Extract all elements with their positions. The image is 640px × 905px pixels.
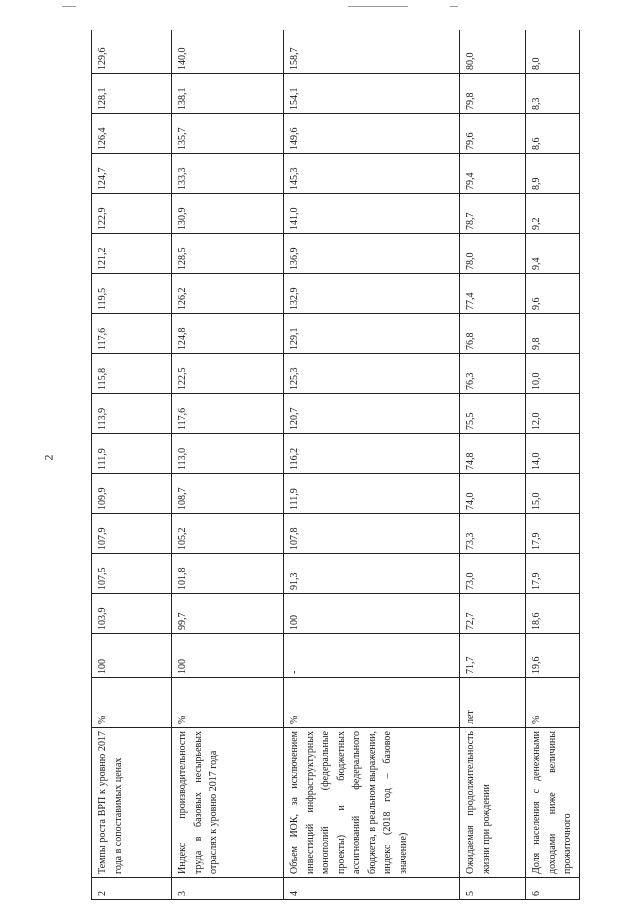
value-cell: 12,0 — [526, 394, 580, 434]
value-cell: 126,2 — [172, 274, 284, 314]
indicator-name: Объем ИОК, за исключением инвестиций инфраструктурных монополий (федеральные проекты) и бюджетных ассигнований федерального бюджета, в реальном выражении, индекс (2018 год – базовое значение) — [284, 728, 460, 878]
value-cell: 158,7 — [284, 30, 460, 74]
table-body — [92, 30, 580, 900]
page-number: 2 — [41, 454, 56, 461]
value-cell: 105,2 — [172, 514, 284, 554]
value-cell: 122,5 — [172, 354, 284, 394]
value-cell: 73,3 — [460, 514, 526, 554]
scan-artifact — [62, 6, 76, 7]
value-cell: 76,3 — [460, 354, 526, 394]
scan-artifact — [450, 6, 458, 7]
indicators-table — [91, 30, 580, 900]
value-cell: 9,8 — [526, 314, 580, 354]
value-cell: 8,3 — [526, 74, 580, 114]
value-cell: 9,2 — [526, 194, 580, 234]
indicator-name: Ожидаемая продолжительность жизни при рождении — [460, 728, 526, 878]
table-row — [526, 30, 580, 900]
value-cell: 124,8 — [172, 314, 284, 354]
value-cell: 111,9 — [92, 434, 172, 474]
value-cell: 138,1 — [172, 74, 284, 114]
value-cell: 130,9 — [172, 194, 284, 234]
value-cell: 141,0 — [284, 194, 460, 234]
value-cell: 117,6 — [172, 394, 284, 434]
value-cell: 74,8 — [460, 434, 526, 474]
value-cell: 100 — [92, 634, 172, 678]
value-cell: 8,0 — [526, 30, 580, 74]
unit-cell: % — [284, 678, 460, 728]
value-cell: 107,8 — [284, 514, 460, 554]
value-cell: 129,1 — [284, 314, 460, 354]
value-cell: 125,3 — [284, 354, 460, 394]
value-cell: 80,0 — [460, 30, 526, 74]
value-cell: 17,9 — [526, 554, 580, 594]
value-cell: - — [284, 634, 460, 678]
value-cell: 132,9 — [284, 274, 460, 314]
scan-artifact — [348, 6, 408, 7]
value-cell: 117,6 — [92, 314, 172, 354]
value-cell: 107,9 — [92, 514, 172, 554]
value-cell: 128,1 — [92, 74, 172, 114]
value-cell: 77,4 — [460, 274, 526, 314]
value-cell: 136,9 — [284, 234, 460, 274]
unit-cell: % — [92, 678, 172, 728]
value-cell: 115,8 — [92, 354, 172, 394]
value-cell: 133,3 — [172, 154, 284, 194]
value-cell: 75,5 — [460, 394, 526, 434]
value-cell: 140,0 — [172, 30, 284, 74]
value-cell: 79,8 — [460, 74, 526, 114]
value-cell: 129,6 — [92, 30, 172, 74]
value-cell: 116,2 — [284, 434, 460, 474]
value-cell: 108,7 — [172, 474, 284, 514]
value-cell: 14,0 — [526, 434, 580, 474]
value-cell: 74,0 — [460, 474, 526, 514]
value-cell: 10,0 — [526, 354, 580, 394]
indicator-name: Темпы роста ВРП к уровню 2017 года в сопоставимых ценах — [92, 728, 172, 878]
value-cell: 17,9 — [526, 514, 580, 554]
value-cell: 107,5 — [92, 554, 172, 594]
table-row — [172, 30, 284, 900]
value-cell: 79,6 — [460, 114, 526, 154]
indicator-name: Индекс производительности труда в базовых несырьевых отраслях к уровню 2017 года — [172, 728, 284, 878]
value-cell: 109,9 — [92, 474, 172, 514]
value-cell: 9,4 — [526, 234, 580, 274]
value-cell: 8,9 — [526, 154, 580, 194]
value-cell: 15,0 — [526, 474, 580, 514]
unit-cell: лет — [460, 678, 526, 728]
row-index: 6 — [526, 878, 580, 900]
value-cell: 76,8 — [460, 314, 526, 354]
value-cell: 128,5 — [172, 234, 284, 274]
row-index: 2 — [92, 878, 172, 900]
value-cell: 121,2 — [92, 234, 172, 274]
indicators-table-wrapper — [91, 30, 584, 900]
value-cell: 71,7 — [460, 634, 526, 678]
value-cell: 91,3 — [284, 554, 460, 594]
unit-cell: % — [526, 678, 580, 728]
value-cell: 101,8 — [172, 554, 284, 594]
value-cell: 149,6 — [284, 114, 460, 154]
value-cell: 18,6 — [526, 594, 580, 634]
table-row — [460, 30, 526, 900]
value-cell: 113,0 — [172, 434, 284, 474]
value-cell: 145,3 — [284, 154, 460, 194]
value-cell: 124,7 — [92, 154, 172, 194]
value-cell: 79,4 — [460, 154, 526, 194]
value-cell: 135,7 — [172, 114, 284, 154]
value-cell: 122,9 — [92, 194, 172, 234]
value-cell: 100 — [284, 594, 460, 634]
row-index: 3 — [172, 878, 284, 900]
row-index: 4 — [284, 878, 460, 900]
value-cell: 19,6 — [526, 634, 580, 678]
value-cell: 119,5 — [92, 274, 172, 314]
value-cell: 113,9 — [92, 394, 172, 434]
indicator-name: Доля населения с денежными доходами ниже величины прожиточного — [526, 728, 580, 878]
unit-cell: % — [172, 678, 284, 728]
value-cell: 99,7 — [172, 594, 284, 634]
value-cell: 111,9 — [284, 474, 460, 514]
value-cell: 78,7 — [460, 194, 526, 234]
value-cell: 103,9 — [92, 594, 172, 634]
row-index: 5 — [460, 878, 526, 900]
value-cell: 9,6 — [526, 274, 580, 314]
table-row — [284, 30, 460, 900]
value-cell: 120,7 — [284, 394, 460, 434]
value-cell: 8,6 — [526, 114, 580, 154]
value-cell: 154,1 — [284, 74, 460, 114]
value-cell: 78,0 — [460, 234, 526, 274]
value-cell: 72,7 — [460, 594, 526, 634]
value-cell: 100 — [172, 634, 284, 678]
value-cell: 73,0 — [460, 554, 526, 594]
indicators-table-rotated — [91, 30, 584, 900]
table-row — [92, 30, 172, 900]
value-cell: 126,4 — [92, 114, 172, 154]
